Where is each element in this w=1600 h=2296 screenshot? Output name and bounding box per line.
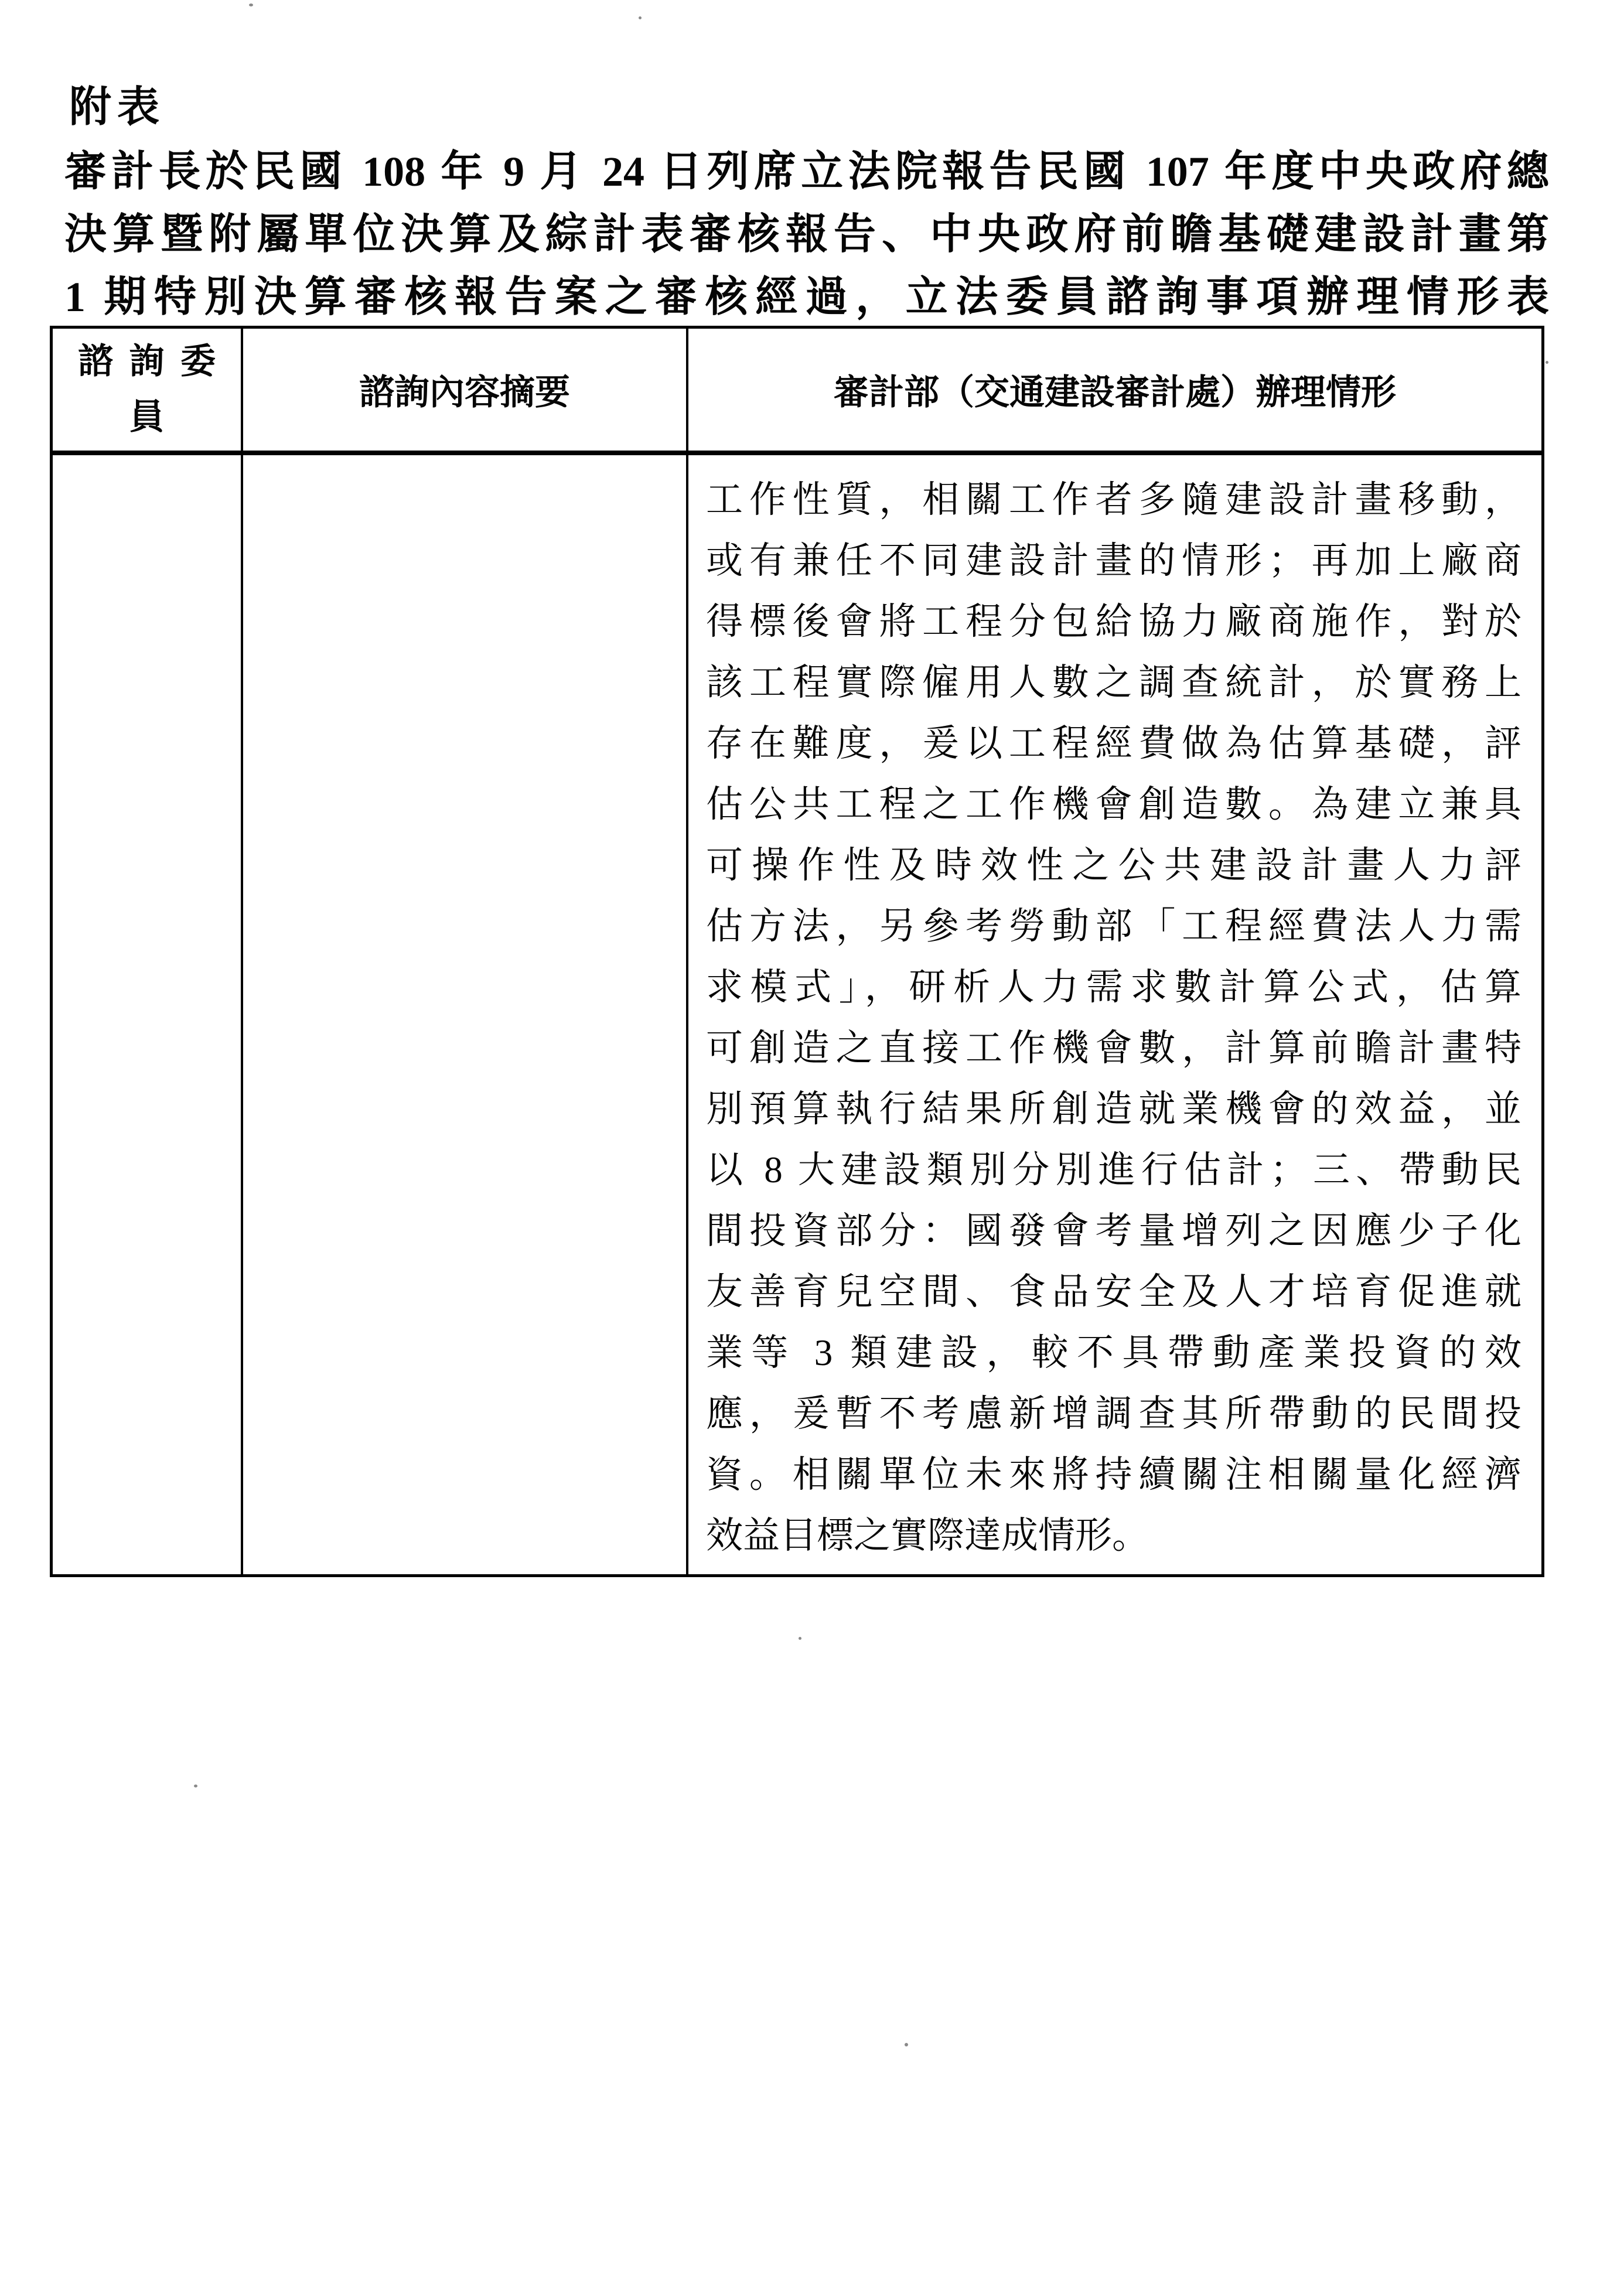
handling-text-line: 估方法，另參考勞動部「工程經費法人力需: [706, 906, 1521, 947]
table-header-row: [53, 329, 1541, 455]
handling-text-line: 或有兼任不同建設計畫的情形；再加上廠商: [706, 540, 1521, 581]
handling-text-line: 效益目標之實際達成情形。: [706, 1515, 1149, 1556]
cell-inquiry-summary: [243, 455, 688, 1574]
header-handling-status: 審計部（交通建設審計處）辦理情形: [834, 373, 1396, 412]
document-title: [64, 141, 1549, 329]
scan-speck: [249, 4, 253, 6]
handling-text-line: 可創造之直接工作機會數，計算前瞻計畫特: [706, 1028, 1521, 1069]
header-committee-member-label: 諮詢委員: [78, 342, 216, 436]
header-committee-member: [53, 329, 243, 451]
scan-speck: [194, 1785, 197, 1787]
handling-text-line: 友善育兒空間、食品安全及人才培育促進就: [706, 1271, 1521, 1312]
handling-text-line: 存在難度，爰以工程經費做為估算基礎，評: [706, 723, 1521, 764]
scan-speck: [639, 16, 642, 19]
document-title-line: 審計長於民國 108 年 9 月 24 日列席立法院報告民國 107 年度中央政府總: [64, 148, 1549, 195]
scan-speck: [1546, 361, 1548, 364]
handling-text-line: 該工程實際僱用人數之調查統計，於實務上: [706, 662, 1521, 703]
document-title-line: 1 期特別決算審核報告案之審核經過，立法委員諮詢事項辦理情形表: [64, 274, 1549, 320]
handling-text-line: 業等 3 類建設，較不具帶動產業投資的效: [706, 1332, 1521, 1373]
scan-speck: [799, 1637, 801, 1640]
document-title-line: 決算暨附屬單位決算及綜計表審核報告、中央政府前瞻基礎建設計畫第: [64, 211, 1549, 258]
handling-text-line: 資。相關單位未來將持續關注相關量化經濟: [706, 1454, 1521, 1495]
header-inquiry-summary: 諮詢內容摘要: [243, 329, 688, 451]
table-body-row: [53, 455, 1541, 1574]
handling-text-line: 間投資部分：國發會考量增列之因應少子化: [706, 1210, 1521, 1251]
handling-text-line: 應，爰暫不考慮新增調查其所帶動的民間投: [706, 1393, 1521, 1434]
handling-text-line: 求模式」，研析人力需求數計算公式，估算: [706, 967, 1521, 1008]
scan-speck: [905, 2043, 908, 2046]
cell-handling-status: [688, 455, 1541, 1574]
cell-committee-member: [53, 455, 243, 1574]
handling-text-line: 得標後會將工程分包給協力廠商施作，對於: [706, 601, 1521, 642]
handling-text-line: 估公共工程之工作機會創造數。為建立兼具: [706, 784, 1521, 825]
handling-text-line: 可操作性及時效性之公共建設計畫人力評: [706, 845, 1521, 886]
appendix-label: 附表: [69, 84, 166, 131]
inquiry-handling-table: [50, 326, 1544, 1577]
handling-text-line: 別預算執行結果所創造就業機會的效益，並: [706, 1089, 1521, 1130]
handling-text-line: 工作性質，相關工作者多隨建設計畫移動，: [706, 479, 1521, 520]
handling-text-line: 以 8 大建設類別分別進行估計；三、帶動民: [706, 1149, 1521, 1190]
